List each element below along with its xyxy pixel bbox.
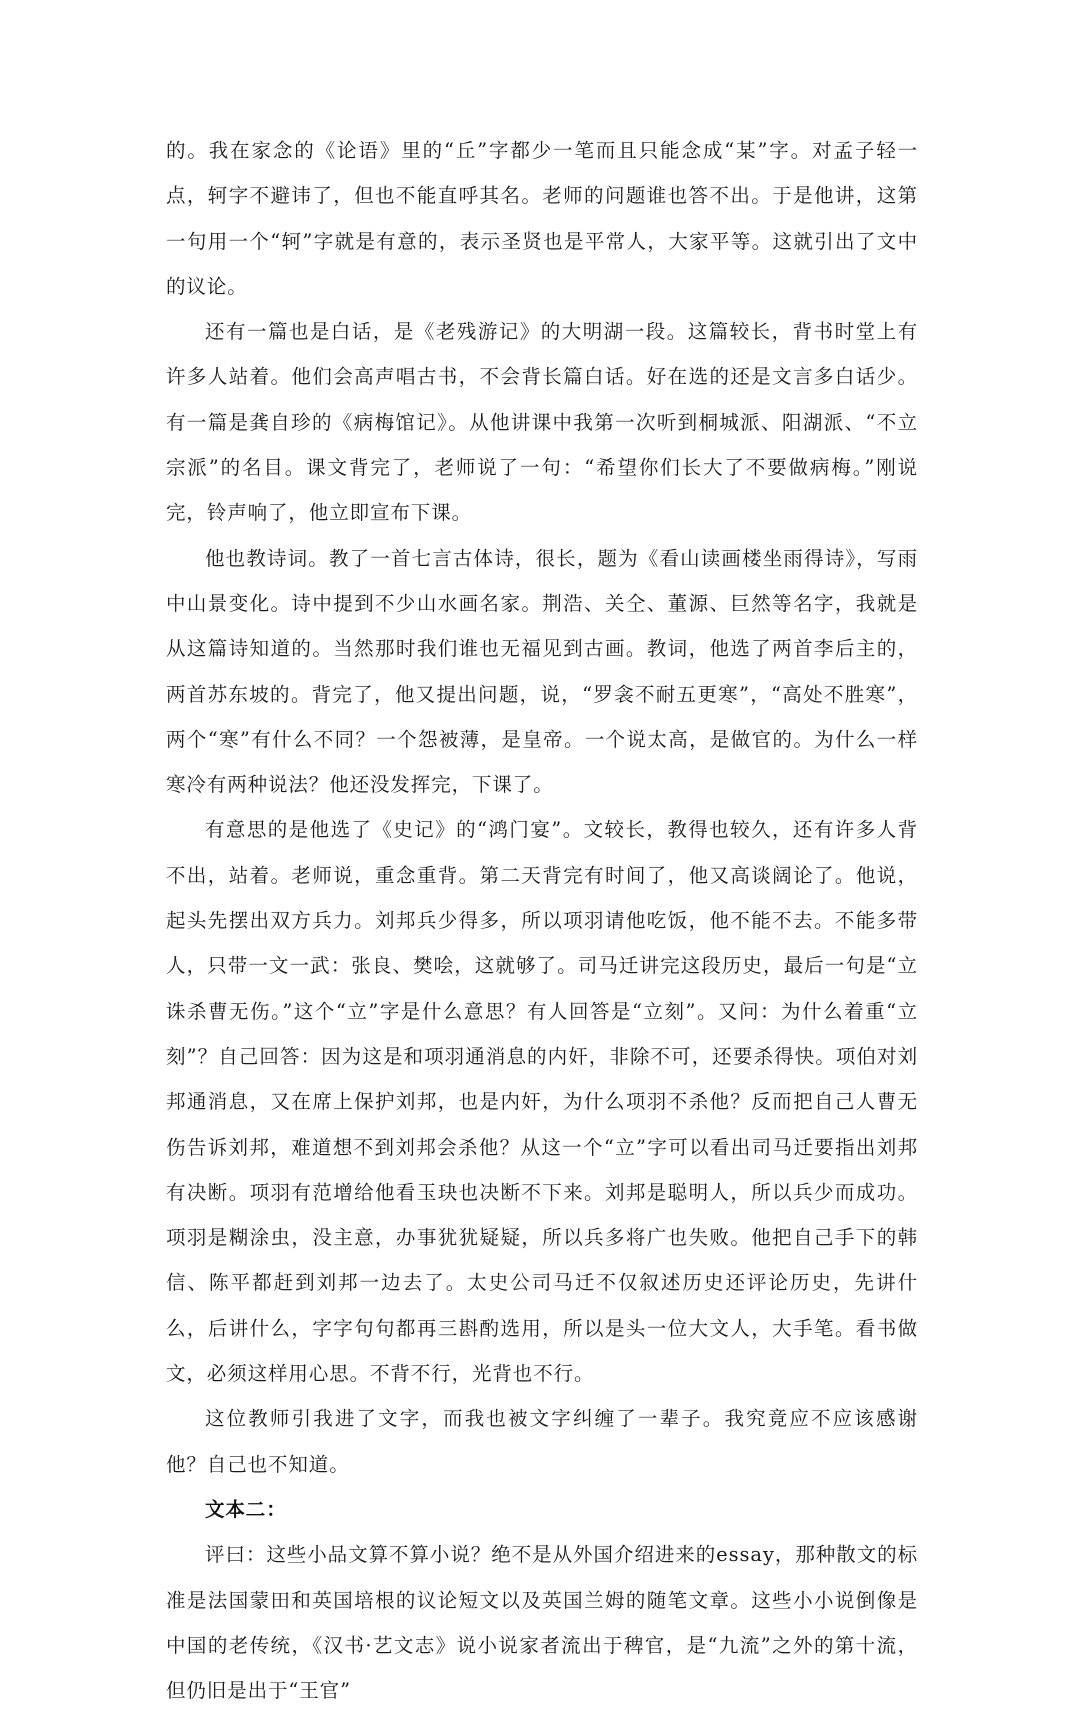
paragraph-hongmen-banquet: 有意思的是他选了《史记》的“鸿门宴”。文较长，教得也较久，还有许多人背不出，站着。老师说，重念重背。第二天背完有时间了，他又高谈阔论了。他说，起头先摆出双方兵力。刘邦兵少得多，所以项羽请他吃饭，他不能不去。不能多带人，只带一文一武：张良、樊哙，这就够了。司马迁讲完这段历史，最后一句是“立诛杀曹无伤。”这个“立”字是什么意思？有人回答是“立刻”。又问：为什么着重“立刻”？自己回答：因为这是和项羽通消息的内奸，非除不可，还要杀得快。项伯对刘邦通消息，又在席上保护刘邦，也是内奸，为什么项羽不杀他？反而把自己人曹无伤告诉刘邦，难道想不到刘邦会杀他？从这一个“立”字可以看出司马迁要指出刘邦有决断。项羽有范增给他看玉玦也决断不下来。刘邦是聪明人，所以兵少而成功。项羽是糊涂虫，没主意，办事犹犹疑疑，所以兵多将广也失败。他把自己手下的韩信、陈平都赶到刘邦一边去了。太史公司马迁不仅叙述历史还评论历史，先讲什么，后讲什么，字字句句都再三斟酌选用，所以是头一位大文人，大手笔。看书做文，必须这样用心思。不背不行，光背也不行。 [166, 818, 918, 1386]
paragraph-continuation: 的。我在家念的《论语》里的“丘”字都少一笔而且只能念成“某”字。对孟子轻一点，轲字不避讳了，但也不能直呼其名。老师的问题谁也答不出。于是他讲，这第一句用一个“轲”字就是有意的，表示圣贤也是平常人，大家平等。这就引出了文中的议论。 [166, 139, 918, 298]
paragraph-poetry-lessons: 他也教诗词。教了一首七言古体诗，很长，题为《看山读画楼坐雨得诗》，写雨中山景变化。诗中提到不少山水画名家。荆浩、关仝、董源、巨然等名字，我就是从这篇诗知道的。当然那时我们谁也无福见到古画。教词，他选了两首李后主的，两首苏东坡的。背完了，他又提出问题，说，“罗衾不耐五更寒”，“高处不胜寒”，两个“寒”有什么不同？一个怨被薄，是皇帝。一个说太高，是做官的。为什么一样寒冷有两种说法？他还没发挥完，下课了。 [166, 546, 918, 797]
paragraph-laocan-youji: 还有一篇也是白话，是《老残游记》的大明湖一段。这篇较长，背书时堂上有许多人站着。他们会高声唱古书，不会背长篇白话。好在选的还是文言多白话少。有一篇是龚自珍的《病梅馆记》。从他讲课中我第一次听到桐城派、阳湖派、“不立宗派”的名目。课文背完了，老师说了一句：“希望你们长大了不要做病梅。”刚说完，铃声响了，他立即宣布下课。 [166, 320, 918, 525]
paragraph-commentary: 评曰：这些小品文算不算小说？绝不是从外国介绍进来的essay，那种散文的标准是法国蒙田和英国培根的议论短文以及英国兰姆的随笔文章。这些小小说倒像是中国的老传统，《汉书·艺文志》说小说家者流出于稗官，是“九流”之外的第十流，但仍旧是出于“王官” [166, 1543, 918, 1703]
section-heading-text-two: 文本二： [205, 1497, 287, 1521]
document-body [166, 128, 918, 1713]
paragraph-conclusion: 这位教师引我进了文字，而我也被文字纠缠了一辈子。我究竟应不应该感谢他？自己也不知道。 [166, 1407, 918, 1476]
